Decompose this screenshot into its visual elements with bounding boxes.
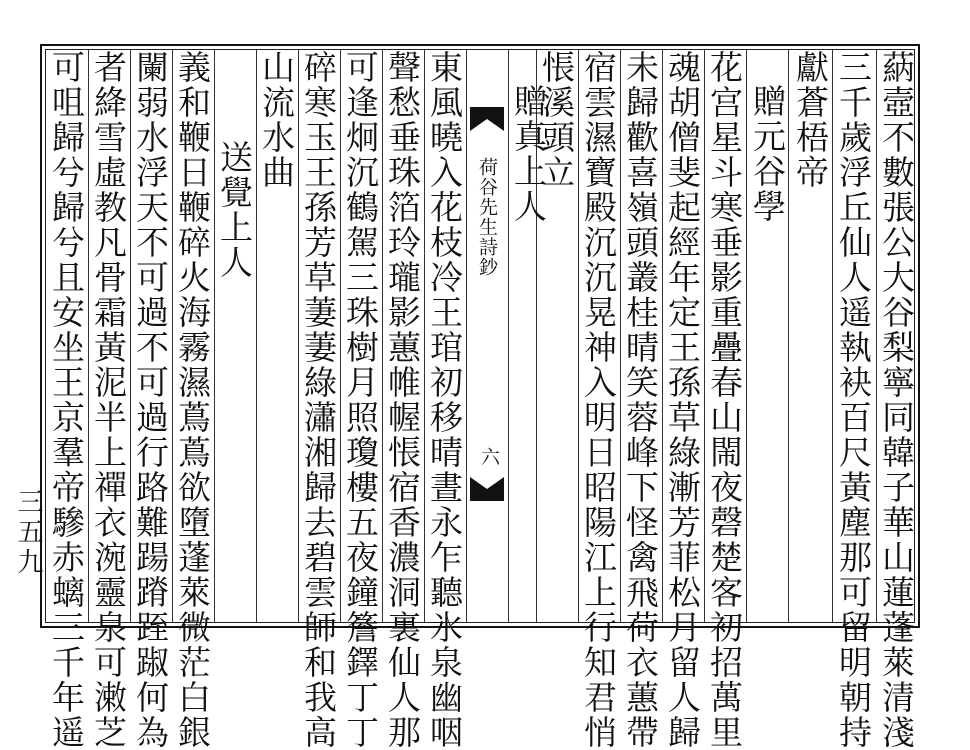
- text-column: 三千歲浮丘仙人遥執袂百尺黃塵那可留明朝持: [834, 50, 873, 750]
- text-column: 未歸歡喜嶺頭叢桂晴笑蓉峰下怪禽飛荷衣蕙帶: [621, 50, 660, 750]
- text-column: 可咀歸兮歸兮且安坐王京羣帝驂赤螭三千年遥: [47, 50, 86, 750]
- book-title: 荷谷先生詩鈔: [476, 157, 498, 277]
- column-rule: [746, 49, 747, 623]
- poem-title: 送覺上人: [215, 140, 254, 280]
- text-column: 可逢炯沉鶴駕三珠樹月照瓊樓五夜鐘簷鐸丁丁: [341, 50, 380, 750]
- center-fold: [466, 49, 508, 623]
- fishtail-mark-icon: [470, 477, 504, 501]
- poem-title: 贈元谷學: [748, 84, 787, 224]
- poem-title: 贈真上人: [509, 84, 548, 224]
- text-column: 山流水曲: [257, 50, 296, 190]
- text-column: 闌弱水浮天不可過不可過行路難踼蹐跮踧何為: [131, 50, 170, 750]
- text-column: 碎寒玉王孫芳草萋萋綠瀟湘歸去碧雲師和我高: [299, 50, 338, 750]
- text-column: 悵溪頭立: [537, 50, 576, 190]
- column-rule: [214, 49, 215, 623]
- text-column: 者絳雪虛教凡骨霜黃泥半上禪衣涴靈泉可潄芝: [89, 50, 128, 750]
- folio-number: 六: [478, 447, 500, 466]
- text-column: 義和鞭日鞭碎火海霧濕蔦蔦欲墮蓬萊微茫白銀: [173, 50, 212, 750]
- text-column: 蒳壼不數張公大谷梨寧同韓子華山蓮蓬萊清淺: [877, 50, 916, 750]
- text-column: 獻蒼梧帝: [791, 50, 830, 190]
- page-number: 三五九: [13, 488, 43, 578]
- text-column: 聲愁垂珠箔玲瓏影蕙帷幄悵宿香濃洞裏仙人那: [383, 50, 422, 750]
- text-column: 魂胡僧斐起經年定王孫草綠漸芳菲松月留人歸: [663, 50, 702, 750]
- text-column: 宿雲濕寶殿沉沉晃神入明日昭陽江上行知君悄: [579, 50, 618, 750]
- text-column: 東風曉入花枝冷王琯初移晴晝永乍聽氷泉幽咽: [425, 50, 464, 750]
- column-rule: [832, 49, 833, 623]
- column-rule: [788, 49, 789, 623]
- text-column: 花宫星斗寒垂影重疊春山閙夜磬楚客初招萬里: [705, 50, 744, 750]
- fishtail-mark-icon: [470, 107, 504, 131]
